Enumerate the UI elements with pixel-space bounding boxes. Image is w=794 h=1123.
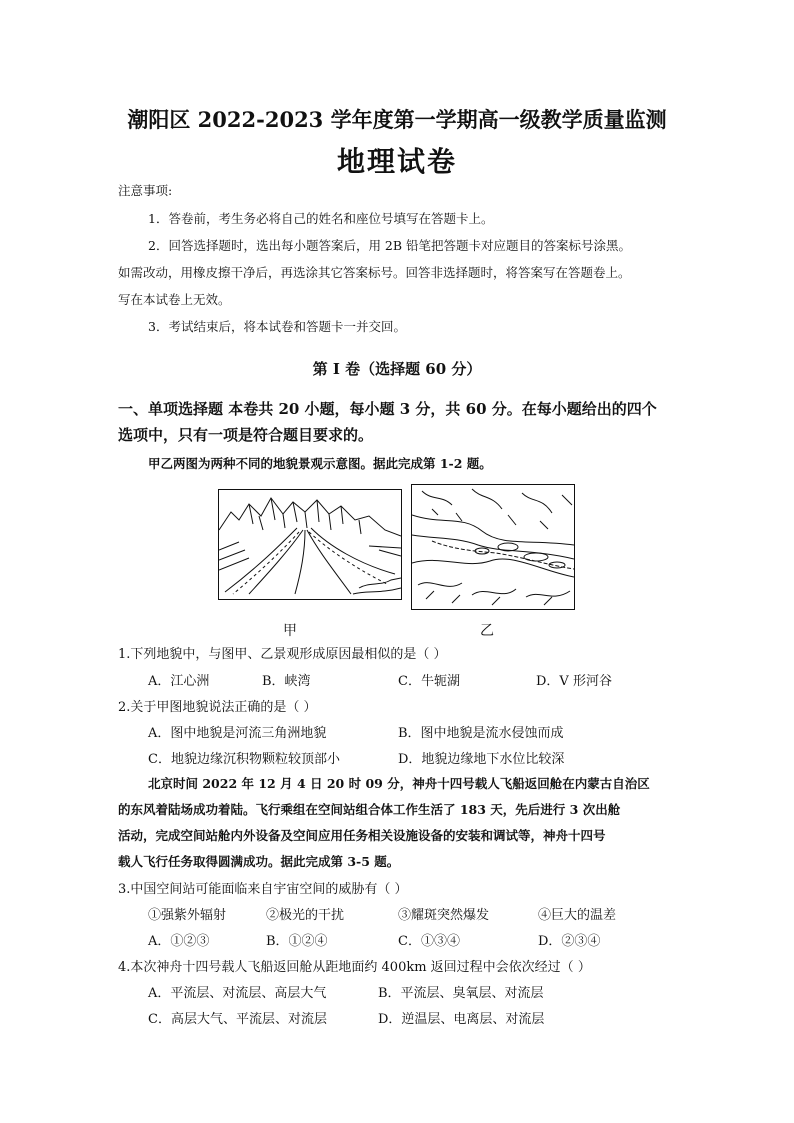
notes-item-2-cont2: 写在本试卷上无效。: [118, 292, 231, 307]
figure-jia: [218, 489, 402, 600]
q1-option-b: B．峡湾: [262, 674, 311, 689]
q3-option-d: D．②③④: [538, 934, 601, 949]
figure-jia-label: 甲: [283, 623, 297, 639]
notes-item-2: 2．回答选择题时，选出每小题答案后，用 2B 铅笔把答题卡对应题目的答案标号涂黑。: [148, 238, 632, 253]
alluvial-fan-illustration: [219, 490, 401, 599]
q3-statement-3: ③耀斑突然爆发: [398, 908, 490, 923]
q3-statement-4: ④巨大的温差: [538, 908, 617, 923]
q2-option-a: A．图中地貌是河流三角洲地貌: [148, 726, 327, 741]
exam-title: 潮阳区 2022-2023 学年度第一学期高一级教学质量监测: [127, 107, 667, 132]
q4-option-d: D．逆温层、电离层、对流层: [378, 1012, 545, 1027]
group2-passage-line4: 载人飞行任务取得圆满成功。据此完成第 3-5 题。: [118, 854, 400, 869]
q3-option-a: A．①②③: [148, 934, 210, 949]
q1-option-a: A．江心洲: [148, 674, 210, 689]
figure-yi-label: 乙: [480, 623, 494, 639]
part1-instruction-cont: 选项中，只有一项是符合题目要求的。: [118, 426, 374, 444]
q1-option-c: C．牛轭湖: [398, 674, 460, 689]
q2-option-d: D．地貌边缘地下水位比较深: [398, 752, 565, 767]
q1-option-d: D．V 形河谷: [536, 674, 612, 689]
q3-statement-2: ②极光的干扰: [266, 908, 345, 923]
q4-option-b: B．平流层、臭氧层、对流层: [378, 986, 544, 1001]
q3-stem: 3.中国空间站可能面临来自宇宙空间的威胁有（ ）: [118, 882, 408, 897]
q3-option-b: B．①②④: [266, 934, 328, 949]
q2-stem: 2.关于甲图地貌说法正确的是（ ）: [118, 700, 317, 715]
notes-heading: 注意事项:: [118, 183, 173, 198]
notes-item-3: 3．考试结束后，将本试卷和答题卡一并交回。: [148, 319, 406, 334]
q4-option-a: A．平流层、对流层、高层大气: [148, 986, 327, 1001]
group1-intro: 甲乙两图为两种不同的地貌景观示意图。据此完成第 1-2 题。: [148, 456, 492, 471]
part1-heading: 第 I 卷（选择题 60 分）: [312, 360, 482, 378]
group2-passage-line3: 活动，完成空间站舱内外设备及空间应用任务相关设施设备的安装和调试等，神舟十四号: [118, 828, 606, 843]
river-delta-illustration: [412, 485, 574, 609]
q3-statement-1: ①强紫外辐射: [148, 908, 227, 923]
q4-stem: 4.本次神舟十四号载人飞船返回舱从距地面约 400km 返回过程中会依次经过（ ）: [118, 960, 591, 975]
q4-option-c: C．高层大气、平流层、对流层: [148, 1012, 327, 1027]
q1-stem: 1.下列地貌中，与图甲、乙景观形成原因最相似的是（ ）: [118, 647, 447, 662]
group2-passage-line1: 北京时间 2022 年 12 月 4 日 20 时 09 分，神舟十四号载人飞船返回舱在内蒙古自治区: [148, 776, 650, 791]
q2-option-b: B．图中地貌是流水侵蚀而成: [398, 726, 564, 741]
notes-item-2-cont: 如需改动，用橡皮擦干净后，再选涂其它答案标号。回答非选择题时，将答案写在答题卷上。: [118, 265, 631, 280]
group2-passage-line2: 的东风着陆场成功着陆。飞行乘组在空间站组合体工作生活了 183 天，先后进行 3 次出舱: [118, 802, 621, 817]
notes-item-1: 1．答卷前，考生务必将自己的姓名和座位号填写在答题卡上。: [148, 211, 494, 226]
subject-title: 地理试卷: [336, 145, 457, 178]
q3-option-c: C．①③④: [398, 934, 460, 949]
part1-instruction: 一、单项选择题 本卷共 20 小题，每小题 3 分，共 60 分。在每小题给出的四个: [118, 400, 657, 418]
q2-option-c: C．地貌边缘沉积物颗粒较顶部小: [148, 752, 340, 767]
figure-yi: [411, 484, 575, 610]
